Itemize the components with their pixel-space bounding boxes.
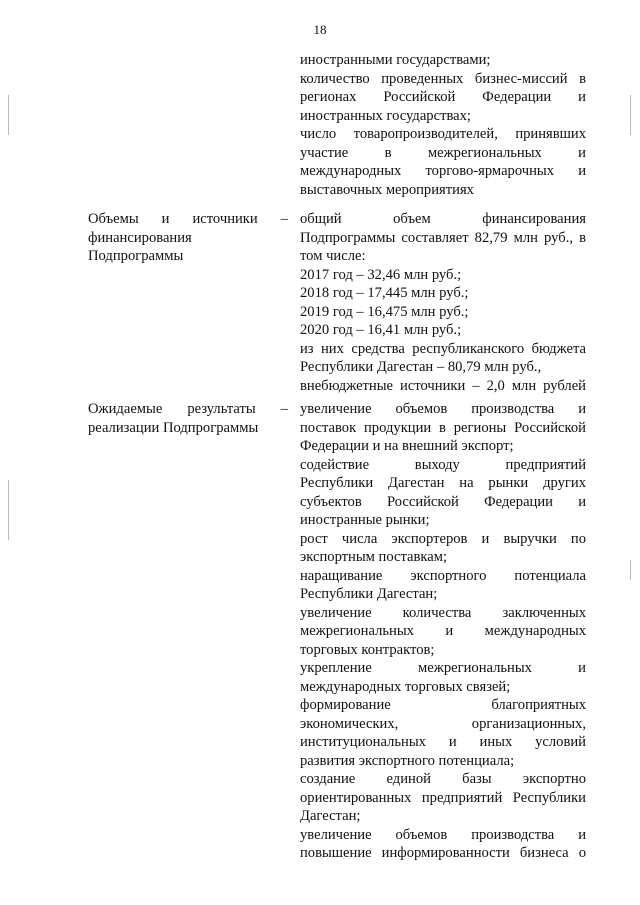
text-line: Федерации и на внешний экспорт; — [300, 438, 514, 454]
scan-margin-mark — [630, 95, 631, 135]
text-line: Республики Дагестан; — [300, 586, 438, 602]
text-line: 2017 год – 32,46 млн руб.; — [300, 266, 462, 283]
text-line: поставок продукции в регионы Российской — [300, 419, 586, 436]
text-line: создание единой базы экспортно — [300, 771, 586, 787]
scan-margin-mark — [8, 95, 9, 135]
text-line: иностранные рынки; — [300, 512, 430, 528]
indicators-list-continuation — [300, 51, 586, 199]
text-line: внебюджетные источники – 2,0 млн рублей — [300, 377, 586, 394]
text-line: торговых контрактов; — [300, 641, 435, 658]
text-line: иностранными государствами; — [300, 52, 491, 68]
text-line: 2020 год – 16,41 млн руб.; — [300, 322, 462, 338]
text-line: Дагестан; — [300, 808, 361, 824]
text-line: количество проведенных бизнес-миссий в — [300, 70, 586, 87]
label-line: Объемы и источники – — [88, 211, 288, 227]
text-line: выставочных мероприятиях — [300, 181, 474, 198]
text-line: содействие выходу предприятий — [300, 456, 586, 473]
text-line: 2019 год – 16,475 млн руб.; — [300, 303, 469, 320]
text-line: из них средства республиканского бюджета — [300, 340, 586, 357]
scan-margin-mark — [8, 480, 9, 540]
results-section-content — [300, 400, 586, 863]
text-line: увеличение объемов производства и — [300, 401, 586, 417]
text-line: экономических, организационных, — [300, 715, 586, 732]
text-line: рост числа экспортеров и выручки по — [300, 530, 586, 547]
text-line: 2018 год – 17,445 млн руб.; — [300, 285, 469, 301]
text-line: увеличение объемов производства и — [300, 826, 586, 843]
text-line: общий объем финансирования — [300, 211, 586, 227]
text-line: том числе: — [300, 248, 366, 264]
text-line: Республики Дагестан на рынки других — [300, 475, 586, 491]
text-line: участие в межрегиональных и — [300, 144, 586, 161]
label-line: реализации Подпрограммы — [88, 419, 259, 436]
text-line: институциональных и иных условий — [300, 734, 586, 750]
text-line: увеличение количества заключенных — [300, 604, 586, 621]
finance-section-label — [88, 210, 288, 266]
scan-margin-mark — [630, 560, 631, 580]
text-line: формирование благоприятных — [300, 697, 586, 713]
text-line: ориентированных предприятий Республики — [300, 789, 586, 806]
text-line: иностранных государствах; — [300, 107, 471, 124]
text-line: Подпрограммы составляет 82,79 млн руб., в — [300, 229, 586, 246]
label-line: Подпрограммы — [88, 248, 184, 264]
text-line: наращивание экспортного потенциала — [300, 567, 586, 584]
text-line: повышение информированности бизнеса о — [300, 845, 586, 861]
text-line: число товаропроизводителей, принявших — [300, 126, 586, 142]
finance-section-content — [300, 210, 586, 395]
label-line: Ожидаемые результаты – — [88, 401, 288, 417]
text-line: Республики Дагестан – 80,79 млн руб., — [300, 359, 542, 375]
text-line: международных торговых связей; — [300, 678, 511, 695]
text-line: международных торгово-ярмарочных и — [300, 163, 586, 179]
text-line: экспортным поставкам; — [300, 549, 448, 565]
page-number: 18 — [313, 22, 327, 37]
text-line: межрегиональных и международных — [300, 623, 586, 639]
label-line: финансирования — [88, 229, 192, 246]
text-line: регионах Российской Федерации и — [300, 89, 586, 105]
text-line: укрепление межрегиональных и — [300, 660, 586, 676]
text-line: развития экспортного потенциала; — [300, 752, 515, 769]
results-section-label — [88, 400, 288, 437]
text-line: субъектов Российской Федерации и — [300, 493, 586, 510]
